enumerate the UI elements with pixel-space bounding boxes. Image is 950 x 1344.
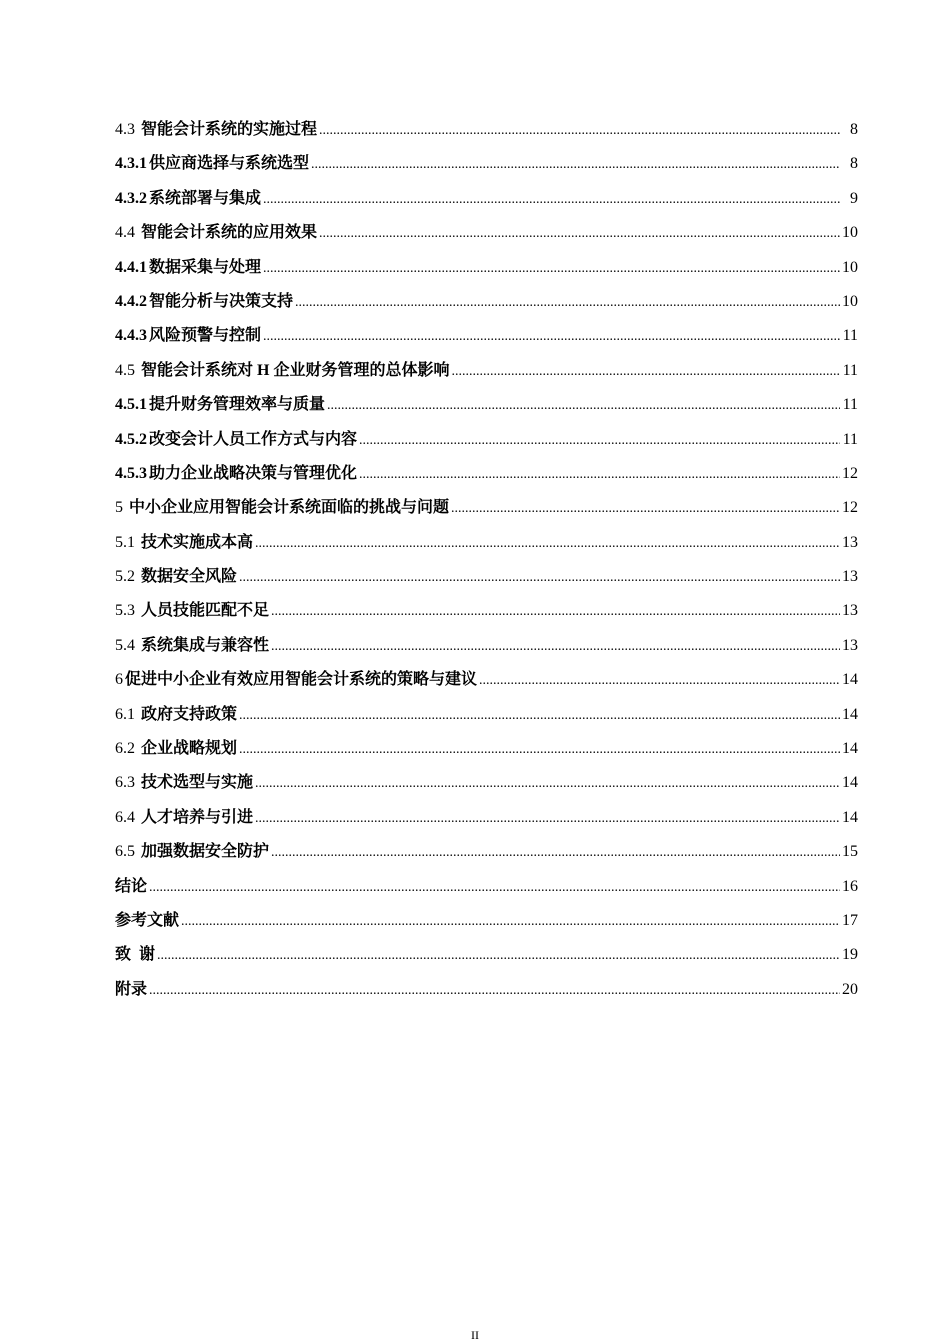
toc-entry-page: 10: [842, 224, 858, 242]
toc-dot-leader: [359, 428, 840, 454]
toc-entry-number: 6.3: [115, 774, 135, 792]
toc-entry-page: 11: [842, 430, 858, 448]
toc-entry-text: 政府支持政策: [141, 705, 238, 723]
toc-entry[interactable]: [115, 392, 858, 426]
toc-entry-number: 5.2: [115, 568, 135, 586]
toc-entry-title: [115, 667, 477, 693]
toc-entry[interactable]: [115, 805, 858, 839]
toc-entry-text: 系统集成与兼容性: [141, 636, 270, 654]
toc-entry-page: 11: [842, 327, 858, 345]
toc-dot-leader: [319, 221, 840, 247]
toc-entry-page: 15: [842, 843, 858, 861]
toc-entry[interactable]: [115, 323, 858, 357]
toc-entry-title: [115, 874, 147, 900]
toc-entry-text: 风险预警与控制: [149, 327, 262, 345]
toc-dot-leader: [451, 496, 840, 522]
toc-entry[interactable]: [115, 942, 858, 976]
toc-entry-number: 5.1: [115, 533, 135, 551]
toc-entry-page: 14: [842, 774, 858, 792]
toc-entry-number: 6.1: [115, 705, 135, 723]
toc-dot-leader: [255, 771, 840, 797]
toc-entry-page: 14: [842, 808, 858, 826]
table-of-contents: [115, 117, 858, 1011]
toc-entry-number: 4.3.1: [115, 155, 147, 173]
toc-entry-text: 结论: [115, 877, 148, 895]
toc-dot-leader: [327, 393, 840, 419]
toc-entry-title: [115, 255, 261, 281]
toc-entry-title: [115, 908, 179, 934]
toc-entry-title: [115, 633, 269, 659]
toc-entry[interactable]: [115, 220, 858, 254]
toc-entry-page: 12: [842, 464, 858, 482]
toc-entry[interactable]: [115, 633, 858, 667]
toc-dot-leader: [271, 840, 840, 866]
toc-entry-title: [115, 186, 261, 212]
toc-entry-page: 10: [842, 258, 858, 276]
toc-entry-number: 6.5: [115, 843, 135, 861]
toc-entry-text: 企业战略规划: [141, 740, 238, 758]
toc-entry-page: 19: [842, 946, 858, 964]
toc-dot-leader: [319, 118, 840, 144]
toc-entry[interactable]: [115, 839, 858, 873]
toc-dot-leader: [255, 806, 840, 832]
toc-entry-text: 系统部署与集成: [149, 189, 262, 207]
toc-entry-page: 14: [842, 740, 858, 758]
page-number-footer: II: [471, 1328, 479, 1342]
toc-entry-number: 4.5: [115, 361, 135, 379]
toc-entry-text: 智能会计系统的应用效果: [141, 224, 318, 242]
toc-entry-text: 中小企业应用智能会计系统面临的挑战与问题: [129, 499, 450, 517]
toc-entry-text: 促进中小企业有效应用智能会计系统的策略与建议: [125, 671, 478, 689]
toc-entry-title: [115, 117, 317, 143]
toc-entry[interactable]: [115, 908, 858, 942]
toc-entry[interactable]: [115, 255, 858, 289]
toc-dot-leader: [311, 152, 840, 178]
toc-entry-page: 14: [842, 705, 858, 723]
toc-entry[interactable]: [115, 289, 858, 323]
toc-dot-leader: [239, 703, 840, 729]
toc-entry[interactable]: [115, 667, 858, 701]
toc-entry-text: 供应商选择与系统选型: [149, 155, 310, 173]
toc-entry-title: [115, 220, 317, 246]
toc-entry-page: 12: [842, 499, 858, 517]
toc-entry[interactable]: [115, 702, 858, 736]
toc-entry-title: [115, 392, 325, 418]
toc-entry-number: 4.5.2: [115, 430, 147, 448]
toc-dot-leader: [239, 737, 840, 763]
toc-entry-text: 提升财务管理效率与质量: [149, 396, 326, 414]
toc-entry-text: 致 谢: [115, 946, 156, 964]
toc-entry-page: 13: [842, 533, 858, 551]
toc-entry-title: [115, 977, 147, 1003]
toc-entry-number: 6.2: [115, 740, 135, 758]
toc-entry-number: 6.4: [115, 808, 135, 826]
toc-entry-number: 4.4.3: [115, 327, 147, 345]
toc-entry-page: 10: [842, 292, 858, 310]
toc-entry[interactable]: [115, 874, 858, 908]
toc-entry-number: 6: [115, 671, 123, 689]
toc-entry-title: [115, 530, 253, 556]
toc-dot-leader: [149, 875, 840, 901]
toc-entry-title: [115, 564, 237, 590]
toc-entry[interactable]: [115, 495, 858, 529]
toc-entry-number: 4.5.3: [115, 464, 147, 482]
toc-entry-page: 8: [850, 155, 858, 173]
toc-entry-number: 5: [115, 499, 123, 517]
toc-entry-text: 智能会计系统对 H 企业财务管理的总体影响: [141, 361, 450, 379]
toc-dot-leader: [479, 668, 840, 694]
toc-dot-leader: [295, 290, 840, 316]
toc-entry-text: 加强数据安全防护: [141, 843, 270, 861]
toc-entry-page: 8: [850, 121, 858, 138]
toc-entry-number: 5.4: [115, 636, 135, 654]
toc-entry[interactable]: [115, 358, 858, 392]
toc-entry-text: 人员技能匹配不足: [141, 602, 270, 620]
toc-entry-page: 17: [842, 911, 858, 929]
toc-entry-title: [115, 323, 261, 349]
toc-entry-number: 5.3: [115, 602, 135, 620]
toc-dot-leader: [263, 256, 840, 282]
toc-entry-number: 4.4.1: [115, 258, 147, 276]
toc-dot-leader: [359, 462, 840, 488]
toc-entry-number: 4.5.1: [115, 396, 147, 414]
toc-entry-number: 4.4: [115, 224, 135, 242]
toc-entry-page: 13: [842, 568, 858, 586]
toc-entry-title: [115, 151, 309, 177]
toc-entry-page: 11: [842, 396, 858, 414]
toc-entry-text: 智能分析与决策支持: [149, 292, 294, 310]
toc-entry-number: 4.3: [115, 121, 135, 138]
toc-entry-title: [115, 805, 253, 831]
toc-entry-title: [115, 942, 155, 968]
toc-dot-leader: [263, 324, 840, 350]
toc-entry-text: 人才培养与引进: [141, 808, 254, 826]
toc-dot-leader: [181, 909, 840, 935]
toc-entry-page: 11: [842, 361, 858, 379]
toc-entry-page: 14: [842, 671, 858, 689]
toc-entry-page: 16: [842, 877, 858, 895]
toc-entry-page: 13: [842, 602, 858, 620]
toc-entry-title: [115, 495, 449, 521]
toc-dot-leader: [149, 978, 840, 1004]
toc-entry-text: 数据采集与处理: [149, 258, 262, 276]
toc-entry[interactable]: [115, 770, 858, 804]
toc-entry-title: [115, 461, 357, 487]
toc-entry[interactable]: [115, 461, 858, 495]
toc-entry[interactable]: [115, 736, 858, 770]
toc-dot-leader: [157, 943, 840, 969]
toc-entry-text: 助力企业战略决策与管理优化: [149, 464, 358, 482]
toc-dot-leader: [263, 187, 840, 213]
toc-entry-title: [115, 289, 293, 315]
toc-entry[interactable]: [115, 186, 858, 220]
toc-entry[interactable]: [115, 977, 858, 1011]
toc-dot-leader: [271, 599, 840, 625]
toc-entry-text: 改变会计人员工作方式与内容: [149, 430, 358, 448]
toc-entry-text: 附录: [115, 980, 148, 998]
toc-entry-title: [115, 358, 449, 384]
toc-dot-leader: [451, 359, 840, 385]
toc-entry[interactable]: [115, 598, 858, 632]
toc-entry-number: 4.4.2: [115, 292, 147, 310]
toc-entry-title: [115, 598, 269, 624]
toc-entry-title: [115, 839, 269, 865]
toc-entry[interactable]: [115, 427, 858, 461]
toc-entry-text: 数据安全风险: [141, 568, 238, 586]
toc-dot-leader: [239, 565, 840, 591]
toc-entry-text: 技术选型与实施: [141, 774, 254, 792]
toc-entry[interactable]: [115, 564, 858, 598]
toc-entry-text: 参考文献: [115, 911, 180, 929]
toc-entry-title: [115, 770, 253, 796]
toc-entry[interactable]: [115, 117, 858, 151]
toc-entry[interactable]: [115, 151, 858, 185]
toc-dot-leader: [271, 634, 840, 660]
toc-entry-title: [115, 736, 237, 762]
toc-entry-number: 4.3.2: [115, 189, 147, 207]
toc-entry-page: 9: [850, 189, 858, 207]
toc-entry-title: [115, 702, 237, 728]
toc-dot-leader: [255, 531, 840, 557]
toc-entry-text: 智能会计系统的实施过程: [141, 121, 318, 138]
toc-entry-page: 13: [842, 636, 858, 654]
toc-entry-page: 20: [842, 980, 858, 998]
toc-entry[interactable]: [115, 530, 858, 564]
toc-entry-text: 技术实施成本高: [141, 533, 254, 551]
toc-entry-title: [115, 427, 357, 453]
